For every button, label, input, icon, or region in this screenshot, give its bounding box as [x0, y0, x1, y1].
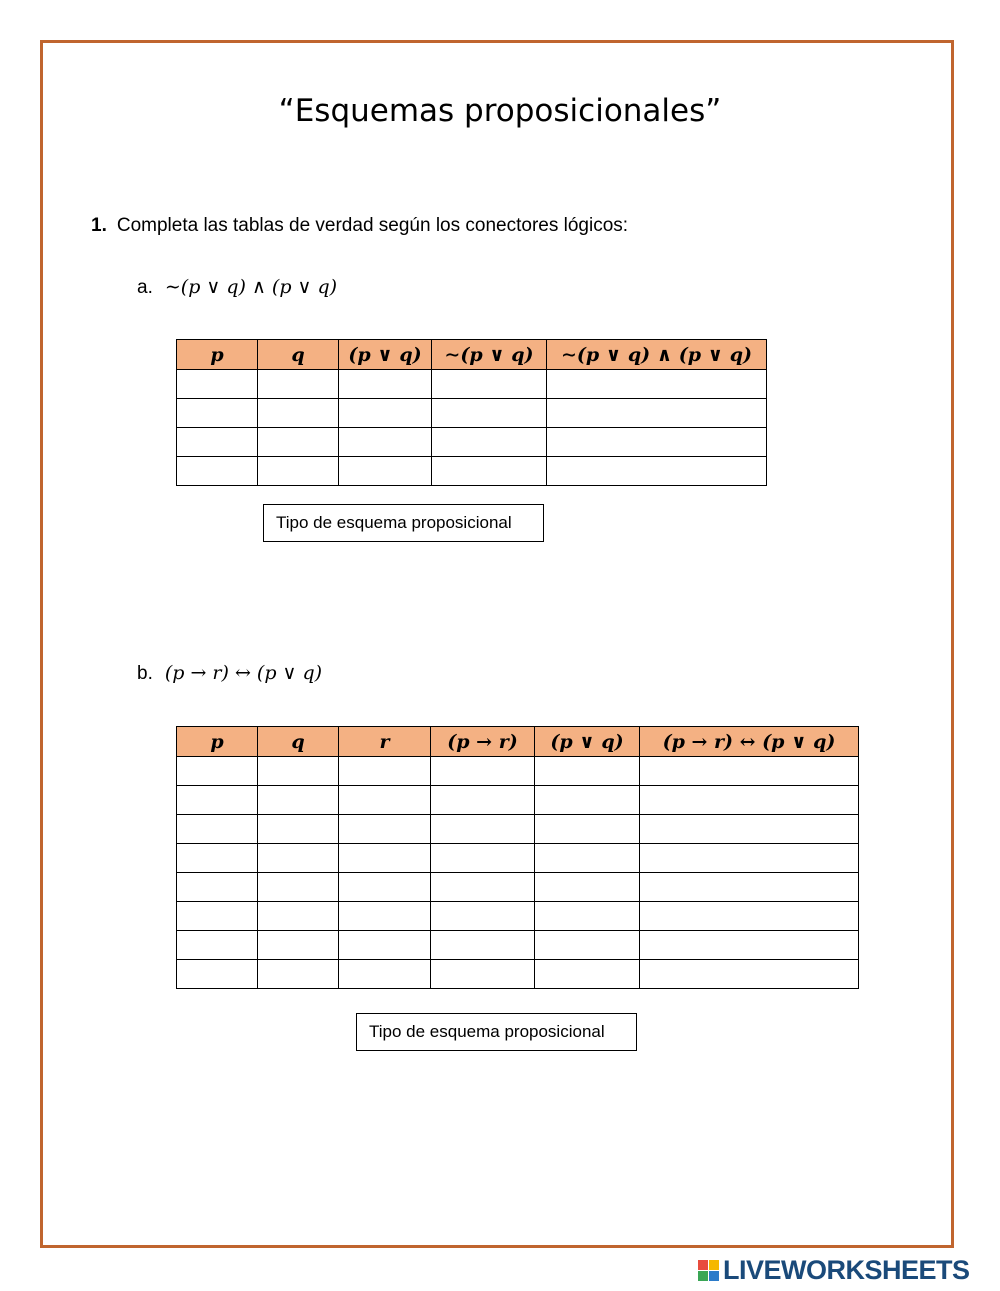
- section-a-heading: [137, 276, 337, 299]
- table-b-answer-cell[interactable]: [339, 873, 431, 902]
- table-a-answer-cell[interactable]: [258, 457, 339, 486]
- table-a-answer-cell[interactable]: [177, 428, 258, 457]
- type-box-a[interactable]: Tipo de esquema proposicional: [263, 504, 544, 542]
- logo-text: LIVEWORKSHEETS: [723, 1254, 970, 1285]
- header-cell: q: [258, 340, 339, 370]
- table-a-answer-cell[interactable]: [547, 399, 767, 428]
- table-b-answer-cell[interactable]: [177, 960, 258, 989]
- table-a-answer-cell[interactable]: [432, 428, 547, 457]
- table-b-answer-cell[interactable]: [339, 757, 431, 786]
- table-header-row: [177, 727, 859, 757]
- table-a-answer-cell[interactable]: [258, 428, 339, 457]
- table-b-answer-cell[interactable]: [431, 873, 535, 902]
- header-cell: ∼(p ∨ q) ∧ (p ∨ q): [547, 340, 767, 370]
- table-b-answer-cell[interactable]: [258, 931, 339, 960]
- table-a-answer-cell[interactable]: [432, 457, 547, 486]
- table-a-answer-cell[interactable]: [339, 428, 432, 457]
- table-b-answer-cell[interactable]: [640, 844, 859, 873]
- instruction-text: Completa las tablas de verdad según los conectores lógicos:: [116, 215, 629, 236]
- table-row: [177, 960, 859, 989]
- table-b-answer-cell[interactable]: [535, 960, 640, 989]
- table-b-answer-cell[interactable]: [640, 873, 859, 902]
- table-b-answer-cell[interactable]: [431, 902, 535, 931]
- table-b-answer-cell[interactable]: [258, 815, 339, 844]
- table-b-answer-cell[interactable]: [258, 844, 339, 873]
- table-b-answer-cell[interactable]: [640, 960, 859, 989]
- table-b-answer-cell[interactable]: [177, 786, 258, 815]
- table-row: [177, 399, 767, 428]
- header-cell: (p ∨ q): [535, 727, 640, 757]
- logo-square: [709, 1271, 719, 1281]
- table-b-answer-cell[interactable]: [339, 960, 431, 989]
- instruction-number: 1.: [91, 215, 107, 236]
- table-b-answer-cell[interactable]: [535, 873, 640, 902]
- table-row: [177, 844, 859, 873]
- table-b-answer-cell[interactable]: [535, 844, 640, 873]
- section-b-label: b.: [137, 663, 153, 684]
- table-a-answer-cell[interactable]: [432, 370, 547, 399]
- table-b-answer-cell[interactable]: [535, 786, 640, 815]
- type-box-b[interactable]: Tipo de esquema proposicional: [356, 1013, 637, 1051]
- table-b-answer-cell[interactable]: [339, 786, 431, 815]
- page-title: “Esquemas proposicionales”: [278, 93, 722, 129]
- table-a-answer-cell[interactable]: [177, 399, 258, 428]
- table-b-answer-cell[interactable]: [640, 757, 859, 786]
- table-a-answer-cell[interactable]: [547, 428, 767, 457]
- header-cell: q: [258, 727, 339, 757]
- table-a-answer-cell[interactable]: [258, 399, 339, 428]
- header-cell: (p → r): [431, 727, 535, 757]
- header-cell: (p ∨ q): [339, 340, 432, 370]
- table-b-answer-cell[interactable]: [177, 757, 258, 786]
- table-b-answer-cell[interactable]: [431, 757, 535, 786]
- table-b-answer-cell[interactable]: [177, 873, 258, 902]
- table-row: [177, 873, 859, 902]
- section-b-formula: (p → r) ↔ (p ∨ q): [164, 662, 323, 684]
- table-b-answer-cell[interactable]: [258, 757, 339, 786]
- table-b-answer-cell[interactable]: [431, 786, 535, 815]
- table-b-answer-cell[interactable]: [640, 786, 859, 815]
- table-row: [177, 457, 767, 486]
- instruction: [91, 215, 628, 237]
- logo-square: [698, 1260, 708, 1270]
- table-b-answer-cell[interactable]: [258, 902, 339, 931]
- table-header-row: [177, 340, 767, 370]
- table-a-answer-cell[interactable]: [547, 370, 767, 399]
- table-b-answer-cell[interactable]: [339, 844, 431, 873]
- table-b-answer-cell[interactable]: [177, 931, 258, 960]
- table-b-answer-cell[interactable]: [640, 902, 859, 931]
- header-cell: r: [339, 727, 431, 757]
- liveworksheets-logo: [698, 1255, 970, 1285]
- table-a-answer-cell[interactable]: [177, 370, 258, 399]
- table-row: [177, 902, 859, 931]
- header-cell: p: [177, 340, 258, 370]
- table-row: [177, 428, 767, 457]
- table-b-answer-cell[interactable]: [177, 844, 258, 873]
- table-b-answer-cell[interactable]: [258, 873, 339, 902]
- table-b-answer-cell[interactable]: [535, 902, 640, 931]
- logo-mark-icon: [698, 1260, 719, 1281]
- header-cell: p: [177, 727, 258, 757]
- table-b-answer-cell[interactable]: [535, 931, 640, 960]
- table-a-answer-cell[interactable]: [177, 457, 258, 486]
- table-b-answer-cell[interactable]: [535, 757, 640, 786]
- table-b-answer-cell[interactable]: [177, 815, 258, 844]
- table-b-answer-cell[interactable]: [339, 931, 431, 960]
- table-b-answer-cell[interactable]: [177, 902, 258, 931]
- table-b-answer-cell[interactable]: [431, 815, 535, 844]
- table-b-answer-cell[interactable]: [339, 815, 431, 844]
- truth-table-a: [176, 339, 767, 486]
- table-b-answer-cell[interactable]: [258, 786, 339, 815]
- header-cell: (p → r) ↔ (p ∨ q): [640, 727, 859, 757]
- header-cell: ∼(p ∨ q): [432, 340, 547, 370]
- table-a-answer-cell[interactable]: [339, 399, 432, 428]
- table-b-answer-cell[interactable]: [640, 931, 859, 960]
- table-a-answer-cell[interactable]: [258, 370, 339, 399]
- section-b-heading: [137, 662, 322, 685]
- truth-table-b: [176, 726, 859, 989]
- table-row: [177, 786, 859, 815]
- table-a-answer-cell[interactable]: [339, 457, 432, 486]
- table-b-answer-cell[interactable]: [431, 931, 535, 960]
- section-a-label: a.: [137, 277, 153, 298]
- table-b-answer-cell[interactable]: [339, 902, 431, 931]
- table-row: [177, 757, 859, 786]
- table-a-answer-cell[interactable]: [339, 370, 432, 399]
- table-b-answer-cell[interactable]: [640, 815, 859, 844]
- table-a-answer-cell[interactable]: [547, 457, 767, 486]
- table-row: [177, 815, 859, 844]
- table-b-answer-cell[interactable]: [258, 960, 339, 989]
- table-b-answer-cell[interactable]: [535, 815, 640, 844]
- section-a-formula: ∼(p ∨ q) ∧ (p ∨ q): [164, 276, 338, 298]
- table-row: [177, 370, 767, 399]
- table-row: [177, 931, 859, 960]
- table-b-answer-cell[interactable]: [431, 960, 535, 989]
- table-b-answer-cell[interactable]: [431, 844, 535, 873]
- logo-square: [698, 1271, 708, 1281]
- logo-square: [709, 1260, 719, 1270]
- table-a-answer-cell[interactable]: [432, 399, 547, 428]
